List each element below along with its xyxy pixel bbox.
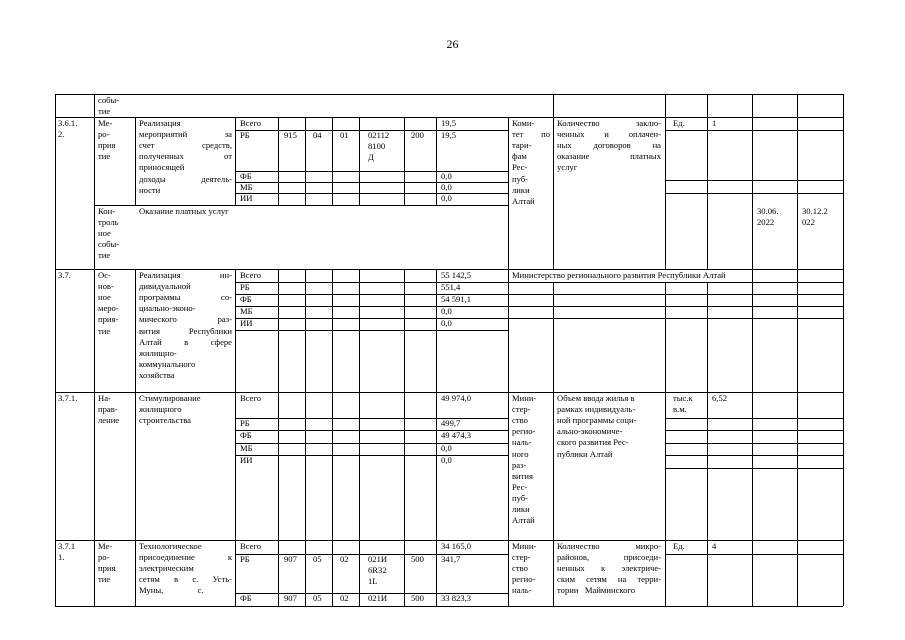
executor: Рес- — [512, 162, 528, 173]
funding-source: ФБ — [240, 294, 252, 304]
table-hline — [665, 180, 843, 181]
pr-code: 02 — [340, 593, 349, 603]
table-vline — [436, 117, 437, 205]
item-name: программы со- — [139, 292, 232, 303]
item-name: хозяйства — [139, 369, 175, 380]
item-number: 3.7.1 — [58, 541, 76, 551]
indicator: рамках индивидуаль- — [557, 404, 636, 415]
table-vline — [404, 117, 405, 205]
amount: 49 474,3 — [441, 430, 472, 440]
target-value: 1 — [712, 118, 717, 128]
vr-code: 500 — [411, 554, 424, 564]
amount: 33 823,3 — [441, 593, 472, 603]
funding-source: МБ — [240, 306, 253, 316]
event-type: Ме- — [98, 118, 113, 128]
event-type: ро- — [98, 129, 110, 140]
item-name: полученных от — [139, 151, 232, 162]
executor: вития — [512, 470, 533, 481]
event-type: меро- — [98, 303, 119, 314]
amount: 54 591,1 — [441, 294, 472, 304]
csr-code: 8100 — [368, 141, 386, 152]
event-type: На- — [98, 393, 111, 403]
csr-code: 1L — [368, 576, 378, 586]
event-type: троль — [98, 217, 119, 228]
rz-code: 05 — [313, 593, 322, 603]
amount: 49 974,0 — [441, 393, 472, 403]
table-vline — [278, 269, 279, 606]
item-name: сетям в с. Усть- — [139, 574, 232, 585]
table-hline — [235, 443, 508, 444]
amount: 0,0 — [441, 193, 452, 203]
item-name: жилищно- — [139, 347, 177, 358]
executor: пуб- — [512, 173, 529, 184]
executor: ного — [512, 448, 529, 459]
indicator: тории Майминского — [557, 585, 636, 596]
indicator: ных договоров на — [557, 140, 661, 151]
table-vline — [135, 269, 136, 606]
item-number: 3.7.1. — [58, 393, 78, 403]
event-type: Кон- — [98, 206, 116, 216]
table-hline — [55, 606, 843, 607]
table-hline — [235, 182, 508, 183]
csr-code: 021И — [368, 593, 388, 603]
event-type: тие — [98, 325, 111, 336]
funding-source: МБ — [240, 182, 253, 192]
indicator: Объем ввода жилья в — [557, 393, 635, 403]
executor: Коми- — [512, 118, 535, 128]
grbs-code: 915 — [284, 130, 297, 140]
event-type: Ос- — [98, 270, 111, 280]
executor: наль- — [512, 437, 532, 448]
amount: 34 165,0 — [441, 541, 472, 551]
amount: 341,7 — [441, 554, 461, 564]
table-hline — [665, 130, 843, 131]
executor: Рес- — [512, 481, 528, 492]
item-name: строительства — [139, 415, 191, 426]
event-type: ление — [98, 415, 120, 426]
vr-code: 200 — [411, 130, 424, 140]
funding-source: РБ — [240, 554, 250, 564]
table-hline — [665, 418, 843, 419]
amount: 0,0 — [441, 306, 452, 316]
executor: Министерство регионального развития Республики Алтай — [512, 270, 726, 280]
amount: 0,0 — [441, 318, 452, 328]
executor: ство — [512, 563, 528, 574]
amount: 499,7 — [441, 418, 461, 428]
item-name: доходы деятель- — [139, 173, 232, 184]
unit: тыс.к — [673, 393, 693, 403]
event-type: ное — [98, 292, 111, 303]
funding-source: ФБ — [240, 593, 252, 603]
table-vline — [665, 392, 666, 606]
item-name: Технологическое — [139, 541, 202, 551]
event-type: нов- — [98, 281, 114, 292]
item-name: приносящей — [139, 162, 185, 173]
pr-code: 01 — [340, 130, 349, 140]
item-number: 2. — [58, 129, 65, 140]
table-hline — [235, 330, 508, 331]
table-vline — [707, 392, 708, 606]
funding-source: Всего — [240, 270, 262, 280]
amount: 19,5 — [441, 130, 457, 140]
table-vline — [797, 94, 798, 606]
executor: ство — [512, 415, 528, 426]
event-type: тие — [98, 151, 111, 162]
indicator: ского развития Рес- — [557, 437, 629, 448]
item-number: 1. — [58, 552, 65, 563]
date-end: 022 — [802, 217, 815, 228]
event-type: Ме- — [98, 541, 113, 551]
event-type: прия — [98, 563, 116, 574]
item-name: мероприятий за — [139, 129, 232, 140]
event-type: прав- — [98, 404, 118, 415]
page-number: 26 — [446, 37, 459, 51]
item-name: вития Республики — [139, 325, 232, 336]
date-start: 30.06. — [757, 206, 779, 216]
table-vline — [752, 94, 753, 606]
event-type: прия- — [98, 314, 119, 325]
table-hline — [235, 171, 508, 172]
indicator: районов, присоеди- — [557, 552, 661, 563]
funding-source: ФБ — [240, 430, 252, 440]
funding-source: ИИ — [240, 193, 253, 203]
indicator: ским сетям на терри- — [557, 574, 661, 585]
table-vline — [665, 94, 666, 269]
event-type: ное — [98, 228, 111, 239]
table-vline — [707, 282, 708, 392]
table-vline — [235, 117, 236, 205]
table-vline — [305, 117, 306, 205]
table-hline — [235, 418, 508, 419]
amount: 0,0 — [441, 443, 452, 453]
vr-code: 500 — [411, 593, 424, 603]
table-vline — [94, 94, 95, 606]
item-number: 3.7. — [58, 270, 71, 280]
event-type: прия — [98, 140, 116, 151]
event-name: Оказание платных услуг — [139, 206, 229, 216]
item-name: коммунального — [139, 358, 196, 369]
event-type: тие — [98, 106, 111, 117]
executor: лики — [512, 184, 530, 195]
table-hline — [55, 94, 843, 95]
indicator: оказание платных — [557, 151, 661, 162]
item-name: Муны, с. — [139, 585, 204, 596]
indicator: ально-экономиче- — [557, 426, 623, 437]
event-type: тие — [98, 574, 111, 585]
target-value: 6,52 — [712, 393, 728, 403]
event-type: собы- — [98, 239, 120, 250]
table-vline — [359, 117, 360, 205]
table-vline — [332, 269, 333, 606]
table-hline — [665, 430, 843, 431]
indicator: услуг — [557, 162, 578, 173]
indicator: Количество заклю- — [557, 118, 661, 128]
table-vline — [843, 94, 844, 606]
funding-source: РБ — [240, 418, 250, 428]
amount: 0,0 — [441, 171, 452, 181]
item-name: Алтай в сфере — [139, 336, 232, 347]
executor: лики — [512, 504, 530, 514]
table-vline — [359, 269, 360, 606]
indicator: ченных и оплачен- — [557, 129, 661, 140]
unit: Ед. — [673, 541, 685, 551]
executor: Мини- — [512, 541, 537, 551]
executor: регио- — [512, 426, 536, 437]
item-name: мического раз- — [139, 314, 232, 325]
table-hline — [665, 455, 843, 456]
indicator: ной программы соци- — [557, 415, 637, 426]
item-name: дивидуальной — [139, 281, 191, 292]
amount: 551,4 — [441, 282, 461, 292]
grbs-code: 907 — [284, 554, 297, 564]
table-vline — [278, 117, 279, 205]
grbs-code: 907 — [284, 593, 297, 603]
executor: наль- — [512, 585, 532, 596]
table-vline — [436, 269, 437, 606]
target-value: 4 — [712, 541, 717, 551]
table-vline — [235, 269, 236, 606]
item-name: счет средств, — [139, 140, 232, 151]
table-vline — [707, 94, 708, 269]
executor: Мини- — [512, 393, 537, 403]
item-name: Стимулирование — [139, 393, 201, 403]
executor: фам — [512, 151, 527, 162]
amount: 0,0 — [441, 182, 452, 192]
amount: 55 142,5 — [441, 270, 472, 280]
table-vline — [135, 117, 136, 205]
table-vline — [553, 94, 554, 269]
item-name: присоединение к — [139, 552, 232, 563]
pr-code: 02 — [340, 554, 349, 564]
funding-source: РБ — [240, 130, 250, 140]
unit: Ед. — [673, 118, 685, 128]
amount: 19,5 — [441, 118, 457, 128]
table-hline — [665, 193, 843, 194]
event-type: ро- — [98, 552, 110, 563]
rz-code: 04 — [313, 130, 322, 140]
item-name: циально-эконо- — [139, 303, 196, 314]
item-name: электрическим — [139, 563, 194, 574]
funding-source: ФБ — [240, 171, 252, 181]
executor: стер- — [512, 404, 531, 415]
table-vline — [508, 117, 509, 606]
item-name: Реализация ин- — [139, 270, 232, 280]
funding-source: ИИ — [240, 318, 253, 328]
table-vline — [305, 269, 306, 606]
executor: пуб- — [512, 492, 529, 503]
table-hline — [665, 468, 843, 469]
table-hline — [235, 193, 508, 194]
funding-source: Всего — [240, 393, 262, 403]
table-vline — [332, 117, 333, 205]
funding-source: Всего — [240, 118, 262, 128]
csr-code: Д — [368, 152, 374, 163]
funding-source: ИИ — [240, 455, 253, 465]
executor: Алтай — [512, 195, 535, 206]
unit: в.м. — [673, 404, 687, 415]
event-type: тие — [98, 250, 111, 261]
indicator: ненных к электриче- — [557, 563, 661, 574]
funding-source: МБ — [240, 443, 253, 453]
table-vline — [665, 282, 666, 392]
table-vline — [404, 269, 405, 606]
funding-source: Всего — [240, 541, 262, 551]
executor: стер- — [512, 552, 531, 563]
item-number: 3.6.1. — [58, 118, 78, 128]
item-name: Реализация — [139, 118, 181, 128]
executor: раз- — [512, 459, 527, 470]
item-name: ности — [139, 184, 161, 195]
table-hline — [665, 443, 843, 444]
executor: тари- — [512, 140, 532, 151]
indicator: Количество микро- — [557, 541, 661, 551]
date-start: 2022 — [757, 217, 775, 228]
date-end: 30.12.2 — [802, 206, 828, 216]
table-vline — [553, 282, 554, 392]
funding-source: РБ — [240, 282, 250, 292]
csr-code: 02112 — [368, 130, 390, 140]
item-name: жилищного — [139, 404, 182, 415]
table-vline — [553, 392, 554, 606]
amount: 0,0 — [441, 455, 452, 465]
table-vline — [55, 94, 56, 606]
csr-code: 6R32 — [368, 565, 387, 575]
executor: Алтай — [512, 515, 535, 526]
table-hline — [235, 455, 508, 456]
table-hline — [665, 554, 843, 555]
csr-code: 021И — [368, 554, 388, 564]
rz-code: 05 — [313, 554, 322, 564]
event-type: собы- — [98, 95, 120, 105]
executor: тет по — [512, 129, 550, 140]
executor: регио- — [512, 574, 536, 585]
indicator: публики Алтай — [557, 448, 613, 459]
